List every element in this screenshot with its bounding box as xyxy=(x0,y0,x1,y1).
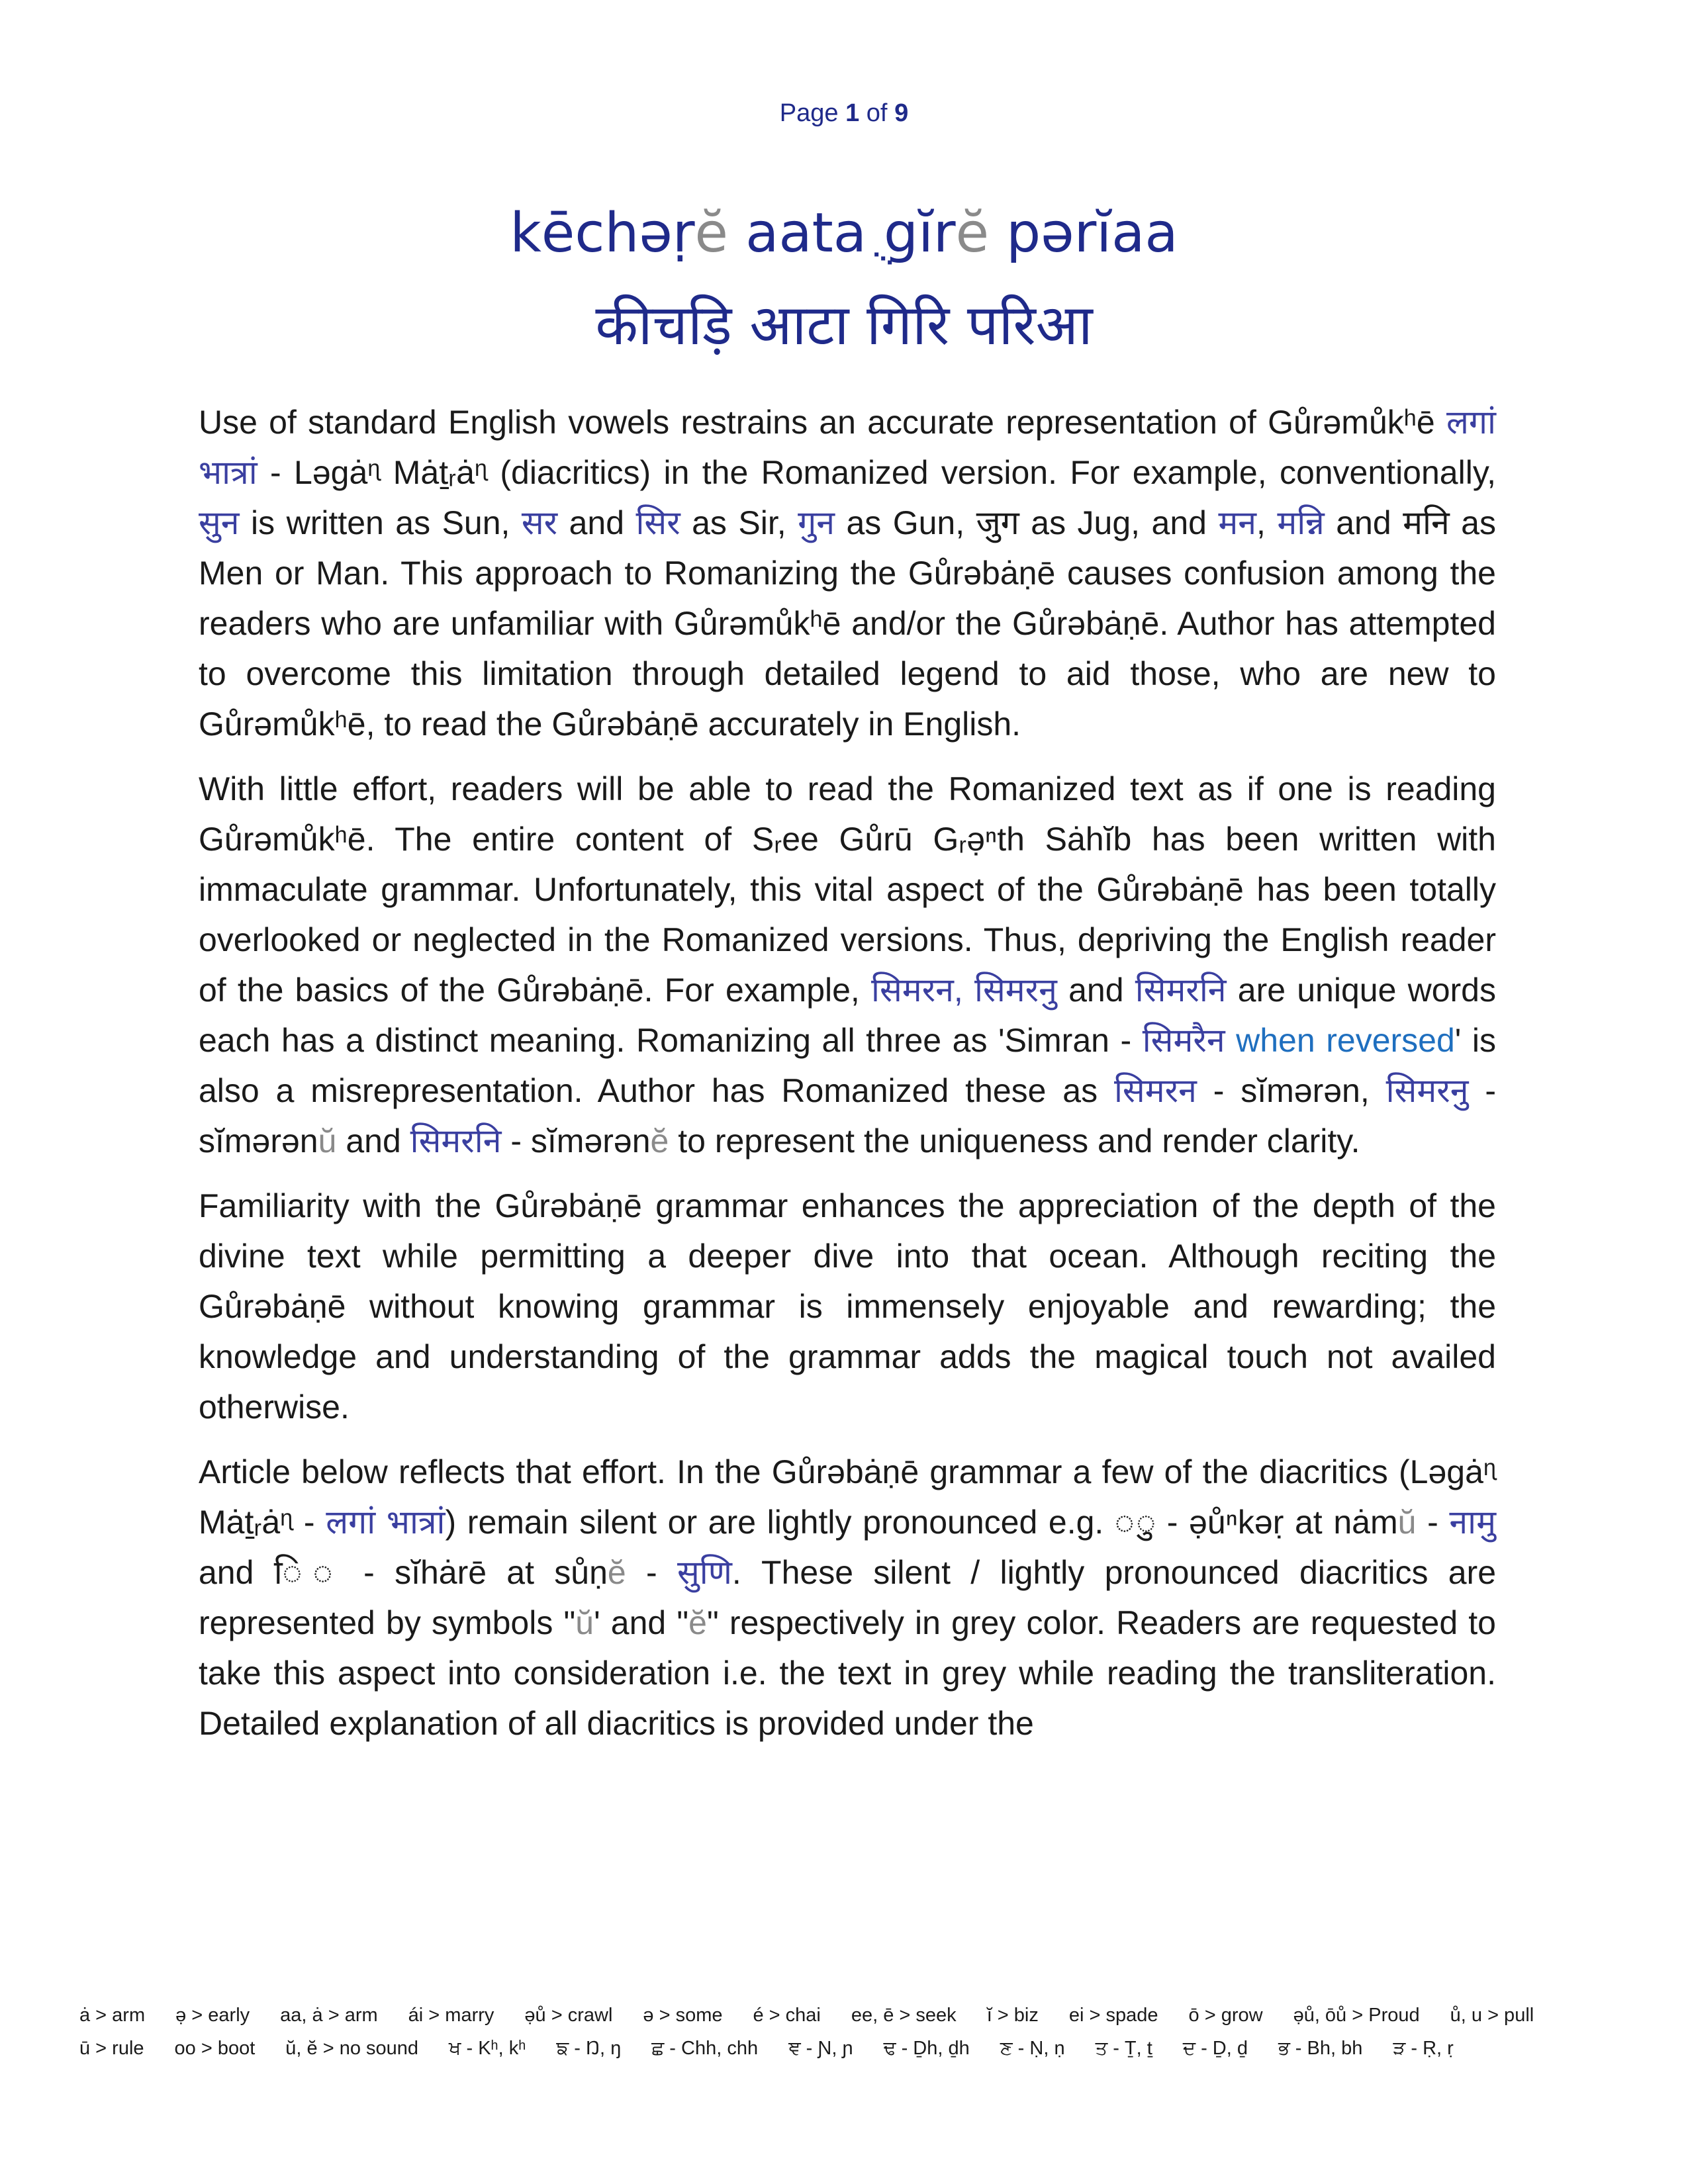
legend-item: ਢ - Ḏh, ḏh xyxy=(883,2037,970,2059)
title-silent-vowel: ĕ xyxy=(694,202,728,265)
text: and ि◌ - sĭhȧrē at sůṇ xyxy=(199,1554,608,1591)
devanagari-term: सिमरैन xyxy=(1142,1022,1225,1059)
legend-item: ə̣ > early xyxy=(175,2004,250,2026)
devanagari-term: सुन xyxy=(199,504,240,541)
page-prefix: Page xyxy=(779,99,839,127)
paragraph-2 xyxy=(199,764,1496,1166)
text: - Ləgȧᶯ Mȧṯᵣȧᶯ (diacritics) in the Romanized version. For example, conventionally, xyxy=(257,454,1496,491)
devanagari-term: सुणि xyxy=(677,1554,732,1591)
legend-row-consonants xyxy=(79,2032,1615,2065)
devanagari-term: मन xyxy=(1218,504,1257,541)
devanagari-term: गुन xyxy=(798,504,835,541)
text: - sĭmərən xyxy=(501,1122,651,1160)
text: as Sir, xyxy=(680,504,798,541)
devanagari-term: सिमरन xyxy=(1113,1072,1197,1109)
legend-row-vowels xyxy=(79,1999,1615,2032)
devanagari-term: सिमरन, सिमरनु xyxy=(871,972,1057,1009)
text: to represent the uniqueness and render clarity. xyxy=(669,1122,1360,1160)
text: - xyxy=(1416,1504,1450,1541)
legend-item: ੜ - Ṛ, ṛ xyxy=(1393,2037,1454,2059)
text: is written as Sun, xyxy=(239,504,522,541)
legend-item: oo > boot xyxy=(174,2037,256,2059)
silent-vowel: ĕ xyxy=(607,1554,626,1591)
text: Familiarity with the Gůrəbȧṇē grammar enhances the appreciation of the depth of the divine text while permitting a deeper dive into that ocean. Although reciting the Gůrəbȧṇē without knowing grammar is immensely enjoyable and rewarding; the knowledge and understanding of the grammar adds the magical touch not availed otherwise. xyxy=(199,1187,1496,1426)
devanagari-term: जुग xyxy=(976,504,1019,541)
devanagari-term: मनि xyxy=(1403,504,1450,541)
legend-item: ਤ - Ṯ, ṯ xyxy=(1095,2037,1152,2059)
text: and xyxy=(1324,504,1403,541)
title-silent-vowel: ĕ xyxy=(955,202,990,265)
text: ) remain silent or are lightly pronounced e.g. ◌ु - ə̣ůⁿkəṛ at nȧm xyxy=(445,1504,1398,1541)
legend-item: ů, u > pull xyxy=(1450,2004,1534,2026)
devanagari-term: लगां भात्रां xyxy=(326,1504,445,1541)
text: Article below reflects that effort. In the Gůrəbȧṇē grammar a few of the diacritics (Ləgȧᶯ Mȧṯᵣȧᶯ - xyxy=(199,1453,1496,1541)
text: " respectively in grey color. Readers are requested to take this aspect into consideration i.e. the text in grey while reading the transliteration. Detailed explanation of all diacritics is provided under the xyxy=(199,1604,1496,1742)
paragraph-1 xyxy=(199,397,1496,749)
legend-item: ə > some xyxy=(643,2004,723,2026)
silent-vowel: ĕ xyxy=(688,1604,707,1641)
legend-item: ĭ > biz xyxy=(986,2004,1039,2026)
devanagari-term: सिमरनि xyxy=(410,1122,502,1160)
text: ' and " xyxy=(594,1604,689,1641)
text: as Gun, xyxy=(835,504,976,541)
legend-item: ee, ē > seek xyxy=(851,2004,957,2026)
text: Use of standard English vowels restrains an accurate representation of Gůrəmůkʰē xyxy=(199,404,1446,441)
devanagari-term: सिमरनु xyxy=(1385,1072,1469,1109)
text: as Jug, and xyxy=(1019,504,1219,541)
legend-item: ái > marry xyxy=(408,2004,494,2026)
blue-phrase: when reversed xyxy=(1225,1022,1455,1059)
legend-item: ਣ - Ṇ, ṇ xyxy=(1000,2037,1065,2059)
devanagari-term: सिर xyxy=(635,504,680,541)
devanagari-term: लगां भात्रां xyxy=(199,404,1496,491)
devanagari-term: सर xyxy=(521,504,558,541)
legend-item: ਖ - Kʰ, kʰ xyxy=(449,2037,526,2059)
text: , xyxy=(1256,504,1278,541)
title-devanagari: कीचड़ि आटा गिरि परिआ xyxy=(595,293,1093,357)
text: and xyxy=(336,1122,410,1160)
legend-item: ȧ > arm xyxy=(79,2004,146,2026)
silent-vowel: ŭ xyxy=(318,1122,337,1160)
legend-item: ਭ - Bh, bh xyxy=(1278,2037,1363,2059)
legend-item: ŭ, ĕ > no sound xyxy=(285,2037,419,2059)
legend-item: ਞ - Ɲ, ɲ xyxy=(788,2037,853,2059)
text: as Men or Man. This approach to Romanizing the Gůrəbȧṇē causes confusion among the readers who are unfamiliar with Gůrəmůkʰē and/or the Gůrəbȧṇē. Author has attempted to overcome this limitation through detailed legend to aid those, who are new to Gůrəmůkʰē, to read the Gůrəbȧṇē accurately in English. xyxy=(199,504,1496,743)
silent-vowel: ŭ xyxy=(575,1604,594,1641)
text: With little effort, readers will be able to read the Romanized text as if one is reading Gůrəmůkʰē. The entire content of Sᵣee Gůrū Gᵣə̣ⁿth Sȧhĭb has been written with immaculate grammar. Unfortunately, this vital aspect of the Gůrəbȧṇē has been totally overlooked or neglected in the Romanized versions. Thus, depriving the English reader of the basics of the Gůrəbȧṇē. For example, xyxy=(199,770,1496,1009)
text: and xyxy=(1056,972,1135,1009)
silent-vowel: ŭ xyxy=(1397,1504,1417,1541)
text: ' is also a misrepresentation. Author has Romanized these as xyxy=(199,1022,1496,1109)
text: are unique words each has a distinct meaning. Romanizing all three as 'Simran - xyxy=(199,972,1496,1059)
legend-item: ō > grow xyxy=(1188,2004,1263,2026)
page-current: 1 xyxy=(845,99,860,127)
document-body xyxy=(199,397,1496,1763)
legend-item: ਛ - Chh, chh xyxy=(651,2037,759,2059)
legend-item: ਦ - Ḏ, ḏ xyxy=(1182,2037,1248,2059)
text: and xyxy=(557,504,636,541)
page-number xyxy=(0,99,1688,128)
legend-item: ə̣ů > crawl xyxy=(524,2004,613,2026)
text: - sĭmərən xyxy=(199,1072,1496,1160)
legend-item: ei > spade xyxy=(1068,2004,1158,2026)
devanagari-term: सिमरनि xyxy=(1135,972,1227,1009)
legend-item: aa, ȧ > arm xyxy=(280,2004,378,2026)
title-roman-part: aataֻ gĭr xyxy=(728,202,956,265)
text: . These silent / lightly pronounced diacritics are represented by symbols " xyxy=(199,1554,1496,1641)
text: - xyxy=(626,1554,677,1591)
paragraph-4 xyxy=(199,1447,1496,1749)
title-romanized xyxy=(0,202,1688,265)
legend-item: ə̣ů, ōů > Proud xyxy=(1293,2004,1420,2026)
title-roman-part: pərĭaa xyxy=(989,202,1178,265)
legend-item: ū > rule xyxy=(79,2037,144,2059)
title-roman-part: kēchəṛ xyxy=(510,202,695,265)
page-of: of xyxy=(866,99,888,127)
legend-item: ਙ - Ŋ, ŋ xyxy=(556,2037,622,2059)
pronunciation-legend xyxy=(79,1999,1615,2065)
paragraph-3 xyxy=(199,1181,1496,1432)
devanagari-term: नामु xyxy=(1449,1504,1496,1541)
devanagari-term: मन्नि xyxy=(1277,504,1325,541)
page-total: 9 xyxy=(894,99,909,127)
silent-vowel: ĕ xyxy=(650,1122,669,1160)
legend-item: é > chai xyxy=(753,2004,821,2026)
text: - sĭmərən, xyxy=(1196,1072,1386,1109)
